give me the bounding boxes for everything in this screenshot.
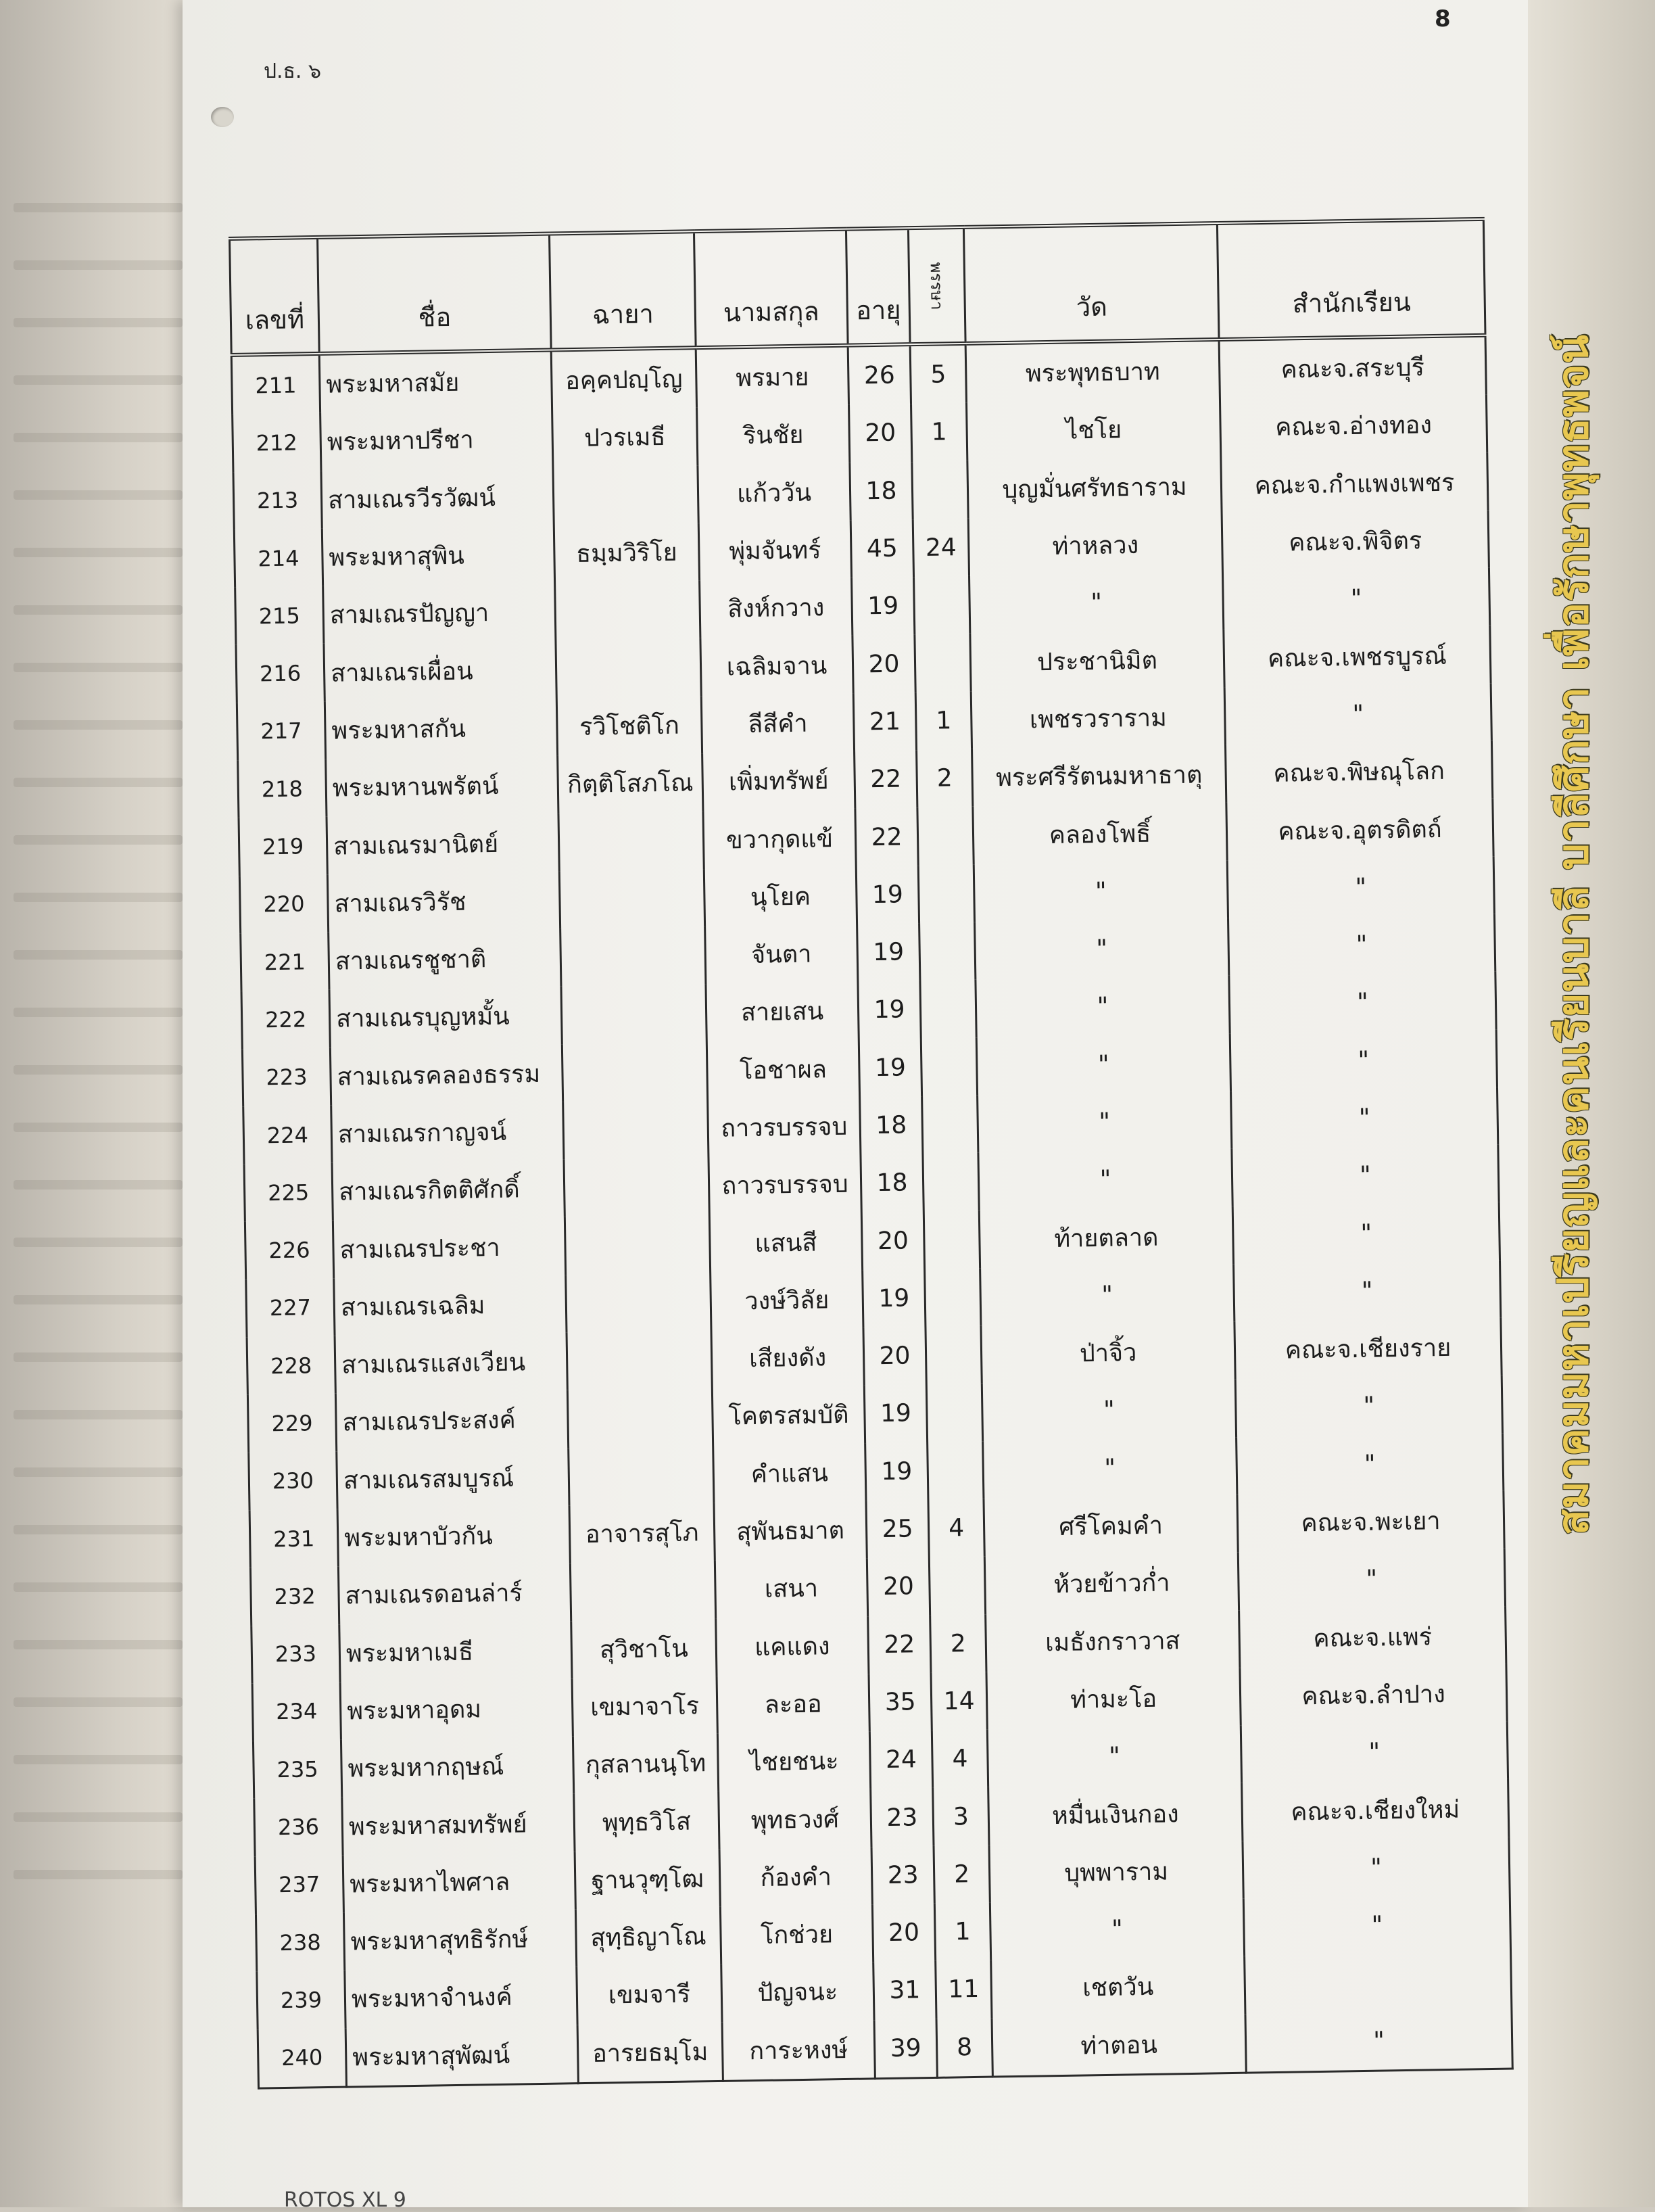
cell-no: 219 (239, 817, 327, 876)
page-number: 8 (1435, 5, 1451, 32)
header-chaya: ฉายา (549, 231, 696, 350)
cell-pansa (914, 576, 970, 635)
cell-wat: ประชานิมิต (970, 630, 1224, 691)
cell-wat: " (990, 1899, 1244, 1960)
cell-name: สามเณรกาญจน์ (331, 1102, 564, 1163)
cell-surname: พุทธวงศ์ (719, 1789, 871, 1850)
cell-age: 18 (861, 1154, 924, 1213)
cell-school: " (1227, 856, 1494, 918)
cell-surname: คำแสน (713, 1443, 866, 1503)
cell-surname: สิงห์กวาง (700, 578, 853, 638)
cell-name: สามเณรแสงเวียน (335, 1332, 567, 1394)
cell-name: สามเณรชูชาติ (329, 928, 561, 990)
cell-pansa: 8 (936, 2018, 992, 2077)
cell-age: 20 (867, 1557, 930, 1616)
cell-no: 222 (241, 990, 330, 1049)
cell-surname: การะหงษ์ (722, 2020, 875, 2081)
cell-age: 19 (865, 1442, 928, 1501)
results-table (229, 217, 1514, 2090)
cell-pansa (920, 980, 976, 1039)
cell-name: สามเณรบุญหมั้น (329, 987, 562, 1048)
cell-chaya: สุทฺธิญาโณ (575, 1907, 721, 1967)
cell-chaya: ฐานวุฑฺโฒ (575, 1850, 720, 1910)
cell-school: " (1229, 972, 1496, 1033)
cell-pansa: 2 (930, 1614, 986, 1673)
cell-school: " (1243, 1895, 1510, 1956)
cell-no: 230 (249, 1451, 337, 1510)
cell-surname: ก้องคำ (719, 1847, 872, 1907)
cell-no: 218 (238, 759, 327, 818)
cell-chaya (569, 1446, 714, 1506)
cell-surname: แคแดง (716, 1616, 869, 1676)
cell-chaya (559, 869, 704, 929)
cell-no: 213 (233, 471, 322, 530)
cell-surname: โคตรสมบัติ (712, 1386, 865, 1446)
cell-school: " (1234, 1260, 1501, 1321)
header-pansa (908, 227, 965, 344)
cell-school: คณะจ.เพชรบูรณ์ (1224, 626, 1491, 687)
cell-chaya (562, 1042, 707, 1102)
cell-surname: ถาวรบรรจบ (709, 1155, 861, 1215)
cell-pansa (926, 1326, 982, 1385)
cell-chaya: เขมจารี (577, 1964, 722, 2025)
cell-pansa: 4 (928, 1499, 984, 1558)
cell-school: " (1245, 2010, 1512, 2073)
cell-chaya (566, 1273, 711, 1333)
cell-no: 228 (247, 1336, 335, 1395)
cell-age: 19 (859, 1039, 921, 1098)
cell-surname: พรมาย (696, 346, 848, 408)
cell-chaya: สุวิชาโน (571, 1618, 717, 1678)
cell-wat: " (976, 1033, 1230, 1095)
cell-age: 45 (850, 519, 913, 578)
cell-pansa (919, 922, 976, 981)
cell-age: 25 (866, 1500, 929, 1559)
cell-wat: " (987, 1726, 1241, 1787)
cell-school: " (1238, 1549, 1505, 1610)
cell-name: สามเณรเผื่อน (324, 640, 556, 702)
cell-no: 237 (255, 1855, 343, 1914)
cell-name: พระมหานพรัตน์ (326, 756, 558, 818)
cell-no: 212 (233, 413, 321, 472)
cell-wat: " (980, 1265, 1234, 1326)
cell-surname: เสียงดัง (711, 1327, 864, 1388)
cell-chaya (561, 984, 706, 1044)
cell-no: 221 (241, 933, 329, 991)
watermark: สมาคมมหาเปรียญและคนเรียนบาลี บาลีศึกษา เพื่อรักษาพุทธพจน์ (1548, 334, 1598, 1535)
cell-school: " (1235, 1375, 1502, 1437)
cell-school: " (1232, 1202, 1500, 1264)
cell-school: " (1224, 684, 1491, 745)
cell-school: คณะจ.สระบุรี (1219, 335, 1486, 399)
cell-wat: ศรีโคมคำ (984, 1495, 1238, 1557)
cell-age: 22 (855, 750, 917, 809)
header-school: สำนักเรียน (1217, 219, 1485, 339)
table-body (231, 335, 1512, 2088)
cell-school: คณะจ.พะเยา (1237, 1491, 1504, 1553)
cell-pansa: 11 (936, 1960, 992, 2019)
cell-wat: ห้วยข้าวก่ำ (984, 1553, 1239, 1614)
cell-school: คณะจ.เชียงราย (1234, 1318, 1502, 1380)
header-no: เลขที่ (230, 237, 320, 355)
cell-name: พระมหาสมทรัพย์ (342, 1794, 575, 1856)
header-name: ชื่อ (318, 234, 552, 354)
cell-chaya (558, 811, 704, 871)
cell-no: 215 (235, 586, 324, 645)
cell-age: 20 (863, 1327, 926, 1386)
cell-surname: วงษ์วิลัย (711, 1270, 863, 1330)
cell-chaya: พุทฺธวิโส (574, 1791, 719, 1852)
cell-surname: เฉลิมจาน (700, 636, 853, 696)
cell-school: คณะจ.กำแพงเพชร (1221, 452, 1488, 514)
cell-name: สามเณรกิตติศักดิ์ (332, 1160, 565, 1221)
cell-age: 35 (869, 1673, 932, 1732)
cell-wat: " (975, 918, 1229, 980)
cell-chaya (570, 1561, 715, 1621)
cell-surname: แสนสี (709, 1213, 862, 1273)
header-surname: นามสกุล (694, 229, 848, 348)
cell-age: 23 (871, 1846, 934, 1905)
header-wat: วัด (963, 223, 1219, 344)
header-pansa-label: พรรษา (926, 261, 946, 310)
cell-wat: " (976, 976, 1230, 1037)
cell-chaya (563, 1100, 709, 1160)
cell-school: คณะจ.พิษณุโลก (1225, 741, 1492, 803)
cell-chaya (553, 465, 698, 525)
cell-no: 236 (254, 1797, 343, 1856)
cell-pansa (929, 1557, 985, 1616)
cell-chaya (567, 1388, 713, 1448)
cell-age: 19 (858, 981, 921, 1039)
cell-pansa (917, 807, 974, 866)
cell-school: คณะจ.เชียงใหม่ (1242, 1779, 1509, 1841)
cell-age: 23 (871, 1788, 934, 1847)
cell-school: คณะจ.ลำปาง (1240, 1664, 1507, 1725)
cell-no: 233 (251, 1624, 340, 1683)
cell-age: 21 (853, 692, 916, 751)
cell-age: 31 (873, 1961, 936, 2020)
cell-school: " (1231, 1087, 1498, 1149)
cell-pansa (915, 634, 971, 692)
cell-pansa (926, 1384, 982, 1442)
cell-age: 19 (863, 1269, 926, 1328)
cell-chaya (567, 1330, 712, 1390)
cell-no: 214 (234, 529, 322, 588)
cell-school: " (1243, 1837, 1510, 1898)
cell-chaya: ธมฺมวิริโย (554, 523, 699, 583)
cell-surname: พุ่มจันทร์ (698, 520, 851, 580)
cell-pansa (918, 864, 974, 923)
cell-pansa (923, 1153, 979, 1212)
cell-no: 216 (236, 644, 325, 703)
cell-wat: " (983, 1437, 1237, 1499)
cell-pansa: 3 (933, 1787, 989, 1846)
cell-age: 18 (860, 1096, 923, 1155)
cell-school: " (1232, 1145, 1499, 1206)
cell-name: สามเณรดอนล่าร์ (338, 1563, 571, 1625)
cell-name: พระมหาไพศาล (343, 1852, 575, 1913)
cell-school: คณะจ.อุตรดิตถ์ (1226, 799, 1493, 860)
cell-wat: ป่าจิ้ว (981, 1322, 1235, 1384)
cell-pansa: 4 (932, 1730, 988, 1789)
cell-pansa: 1 (934, 1903, 990, 1962)
cell-name: สามเณรคลองธรรม (330, 1044, 562, 1106)
cell-name: พระมหาบัวกัน (337, 1505, 570, 1567)
cell-school: คณะจ.แพร่ (1239, 1606, 1506, 1668)
punch-hole (211, 107, 234, 127)
cell-surname: ละออ (717, 1674, 869, 1734)
cell-surname: ถาวรบรรจบ (708, 1097, 861, 1157)
cell-no: 229 (247, 1394, 336, 1453)
cell-no: 234 (252, 1682, 341, 1741)
cell-wat: " (978, 1091, 1232, 1153)
form-code: ป.ธ. ๖ (264, 60, 322, 83)
cell-wat: หมื่นเงินกอง (988, 1783, 1243, 1845)
cell-age: 20 (853, 635, 915, 694)
cell-no: 238 (256, 1913, 344, 1972)
cell-pansa: 5 (910, 344, 966, 404)
cell-pansa (922, 1096, 978, 1154)
cell-no: 235 (253, 1740, 341, 1799)
cell-chaya: กิตฺติโสภโณ (558, 753, 703, 814)
footer-text: ROTOS XL 9 (284, 2188, 406, 2212)
cell-name: พระมหาสมัย (319, 350, 552, 414)
cell-wat: ท่ามะโอ (986, 1668, 1241, 1730)
results-table-wrapper (229, 217, 1512, 2090)
cell-age: 20 (849, 404, 912, 463)
cell-chaya: รวิโชติโก (556, 696, 702, 756)
cell-surname: โกช่วย (720, 1904, 873, 1964)
cell-no: 223 (242, 1048, 331, 1106)
cell-chaya: กุสลานนฺโท (573, 1734, 718, 1794)
cell-name: สามเณรประสงค์ (335, 1390, 568, 1452)
cell-school: คณะจ.พิจิตร (1222, 511, 1489, 572)
cell-surname: สุพันธมาต (714, 1501, 867, 1561)
cell-wat: " (969, 572, 1224, 634)
cell-age: 19 (857, 923, 920, 982)
cell-chaya (565, 1215, 710, 1275)
cell-surname: โอชาผล (706, 1039, 859, 1100)
cell-name: พระมหาอุดม (340, 1678, 573, 1740)
cell-school (1245, 1952, 1512, 2014)
cell-pansa: 2 (934, 1845, 990, 1904)
cell-surname: เสนา (715, 1559, 867, 1619)
cell-name: สามเณรปัญญา (323, 583, 556, 644)
cell-age: 22 (855, 807, 918, 866)
cell-surname: รินชัย (697, 405, 850, 465)
cell-pansa: 24 (913, 519, 969, 578)
cell-wat: " (978, 1149, 1232, 1210)
cell-wat: เชตวัน (991, 1956, 1245, 2018)
facing-page (0, 0, 203, 2207)
cell-age: 19 (856, 866, 919, 924)
cell-wat: บุพพาราม (989, 1841, 1243, 1902)
cell-school: " (1230, 1029, 1497, 1091)
cell-chaya (555, 580, 700, 640)
cell-no: 231 (249, 1509, 338, 1568)
cell-age: 22 (868, 1615, 931, 1674)
cell-wat: พระพุทธบาท (965, 339, 1220, 403)
cell-chaya: อคฺคปญฺโญ (551, 348, 696, 410)
cell-name: สามเณรเฉลิม (334, 1275, 567, 1336)
cell-name: พระมหาสุพิน (322, 525, 554, 586)
cell-surname: จันตา (705, 924, 858, 984)
cell-school: " (1237, 1433, 1504, 1495)
cell-wat: " (982, 1380, 1236, 1441)
cell-wat: ท่าตอน (992, 2014, 1246, 2077)
cell-surname: นุโยค (704, 866, 857, 926)
cell-no: 232 (250, 1567, 339, 1626)
cell-pansa (925, 1268, 981, 1327)
cell-no: 217 (237, 702, 325, 761)
cell-no: 224 (243, 1106, 332, 1164)
cell-wat: ท้ายตลาด (979, 1206, 1233, 1268)
cell-surname: สายเสน (706, 982, 859, 1042)
cell-no: 226 (245, 1221, 333, 1279)
cell-chaya: อารยธมฺโม (577, 2022, 723, 2083)
cell-age: 39 (874, 2019, 937, 2078)
cell-wat: ท่าหลวง (968, 515, 1222, 576)
cell-name: พระมหาสุพัฒน์ (345, 2025, 578, 2087)
cell-wat: บุญมั่นศรัทธาราม (967, 457, 1222, 519)
cell-name: พระมหากฤษณ์ (341, 1736, 573, 1797)
cell-pansa: 14 (931, 1672, 987, 1731)
cell-school: " (1228, 914, 1495, 976)
cell-school: " (1222, 568, 1489, 630)
cell-name: สามเณรวีรวัฒน์ (321, 467, 554, 529)
cell-surname: เพิ่มทรัพย์ (702, 751, 855, 811)
cell-chaya (564, 1157, 709, 1217)
cell-wat: เพชรวราราม (971, 688, 1225, 749)
cell-name: พระมหาเมธี (339, 1621, 572, 1682)
cell-no: 240 (258, 2028, 346, 2088)
cell-school: " (1241, 1722, 1508, 1783)
cell-chaya (560, 926, 706, 987)
cell-surname: ขวากุดแข้ (703, 809, 856, 869)
cell-pansa (912, 461, 968, 519)
cell-pansa (928, 1441, 984, 1500)
cell-name: พระมหาสกัน (325, 698, 557, 759)
cell-wat: " (974, 861, 1228, 922)
cell-chaya: อาจารสุโภ (569, 1503, 715, 1563)
cell-wat: ไชโย (967, 399, 1221, 461)
cell-age: 20 (861, 1211, 924, 1270)
cell-pansa: 1 (915, 692, 972, 751)
cell-pansa: 1 (911, 403, 967, 462)
cell-wat: เมธังกราวาส (986, 1610, 1240, 1672)
cell-age: 24 (869, 1731, 932, 1789)
cell-no: 227 (246, 1278, 335, 1337)
cell-surname: ปัญจนะ (721, 1962, 874, 2023)
cell-name: สามเณรวิรัช (327, 871, 560, 933)
cell-age: 19 (852, 577, 915, 636)
cell-pansa: 2 (917, 749, 973, 808)
cell-name: พระมหาจำนงค์ (345, 1967, 577, 2029)
cell-surname: ไชยชนะ (717, 1732, 870, 1792)
cell-chaya (556, 638, 701, 699)
cell-surname: ลีสีคำ (701, 693, 854, 753)
cell-age: 20 (872, 1904, 935, 1962)
cell-name: พระมหาสุทธิรักษ์ (343, 1909, 576, 1971)
cell-name: สามเณรมานิตย์ (327, 814, 559, 875)
cell-no: 239 (257, 1971, 345, 2029)
cell-no: 211 (231, 354, 320, 415)
cell-age: 19 (864, 1384, 927, 1443)
cell-wat: พระศรีรัตนมหาธาตุ (972, 745, 1226, 807)
table-header-row (230, 219, 1485, 355)
cell-no: 220 (239, 874, 328, 933)
cell-name: สามเณรสมบูรณ์ (337, 1448, 569, 1509)
cell-school: คณะจ.อ่างทอง (1220, 395, 1487, 456)
cell-chaya: ปวรเมธี (552, 407, 698, 467)
cell-name: สามเณรประชา (333, 1217, 565, 1279)
cell-chaya: เขมาจาโร (572, 1676, 717, 1737)
header-age: อายุ (846, 228, 910, 345)
cell-surname: แก้ววัน (698, 463, 850, 523)
cell-age: 26 (848, 344, 911, 405)
cell-wat: คลองโพธิ์ (973, 803, 1227, 864)
cell-pansa (924, 1210, 980, 1269)
cell-age: 18 (850, 462, 913, 521)
cell-no: 225 (244, 1163, 333, 1222)
cell-name: พระมหาปรีชา (320, 410, 553, 471)
cell-pansa (921, 1037, 977, 1096)
